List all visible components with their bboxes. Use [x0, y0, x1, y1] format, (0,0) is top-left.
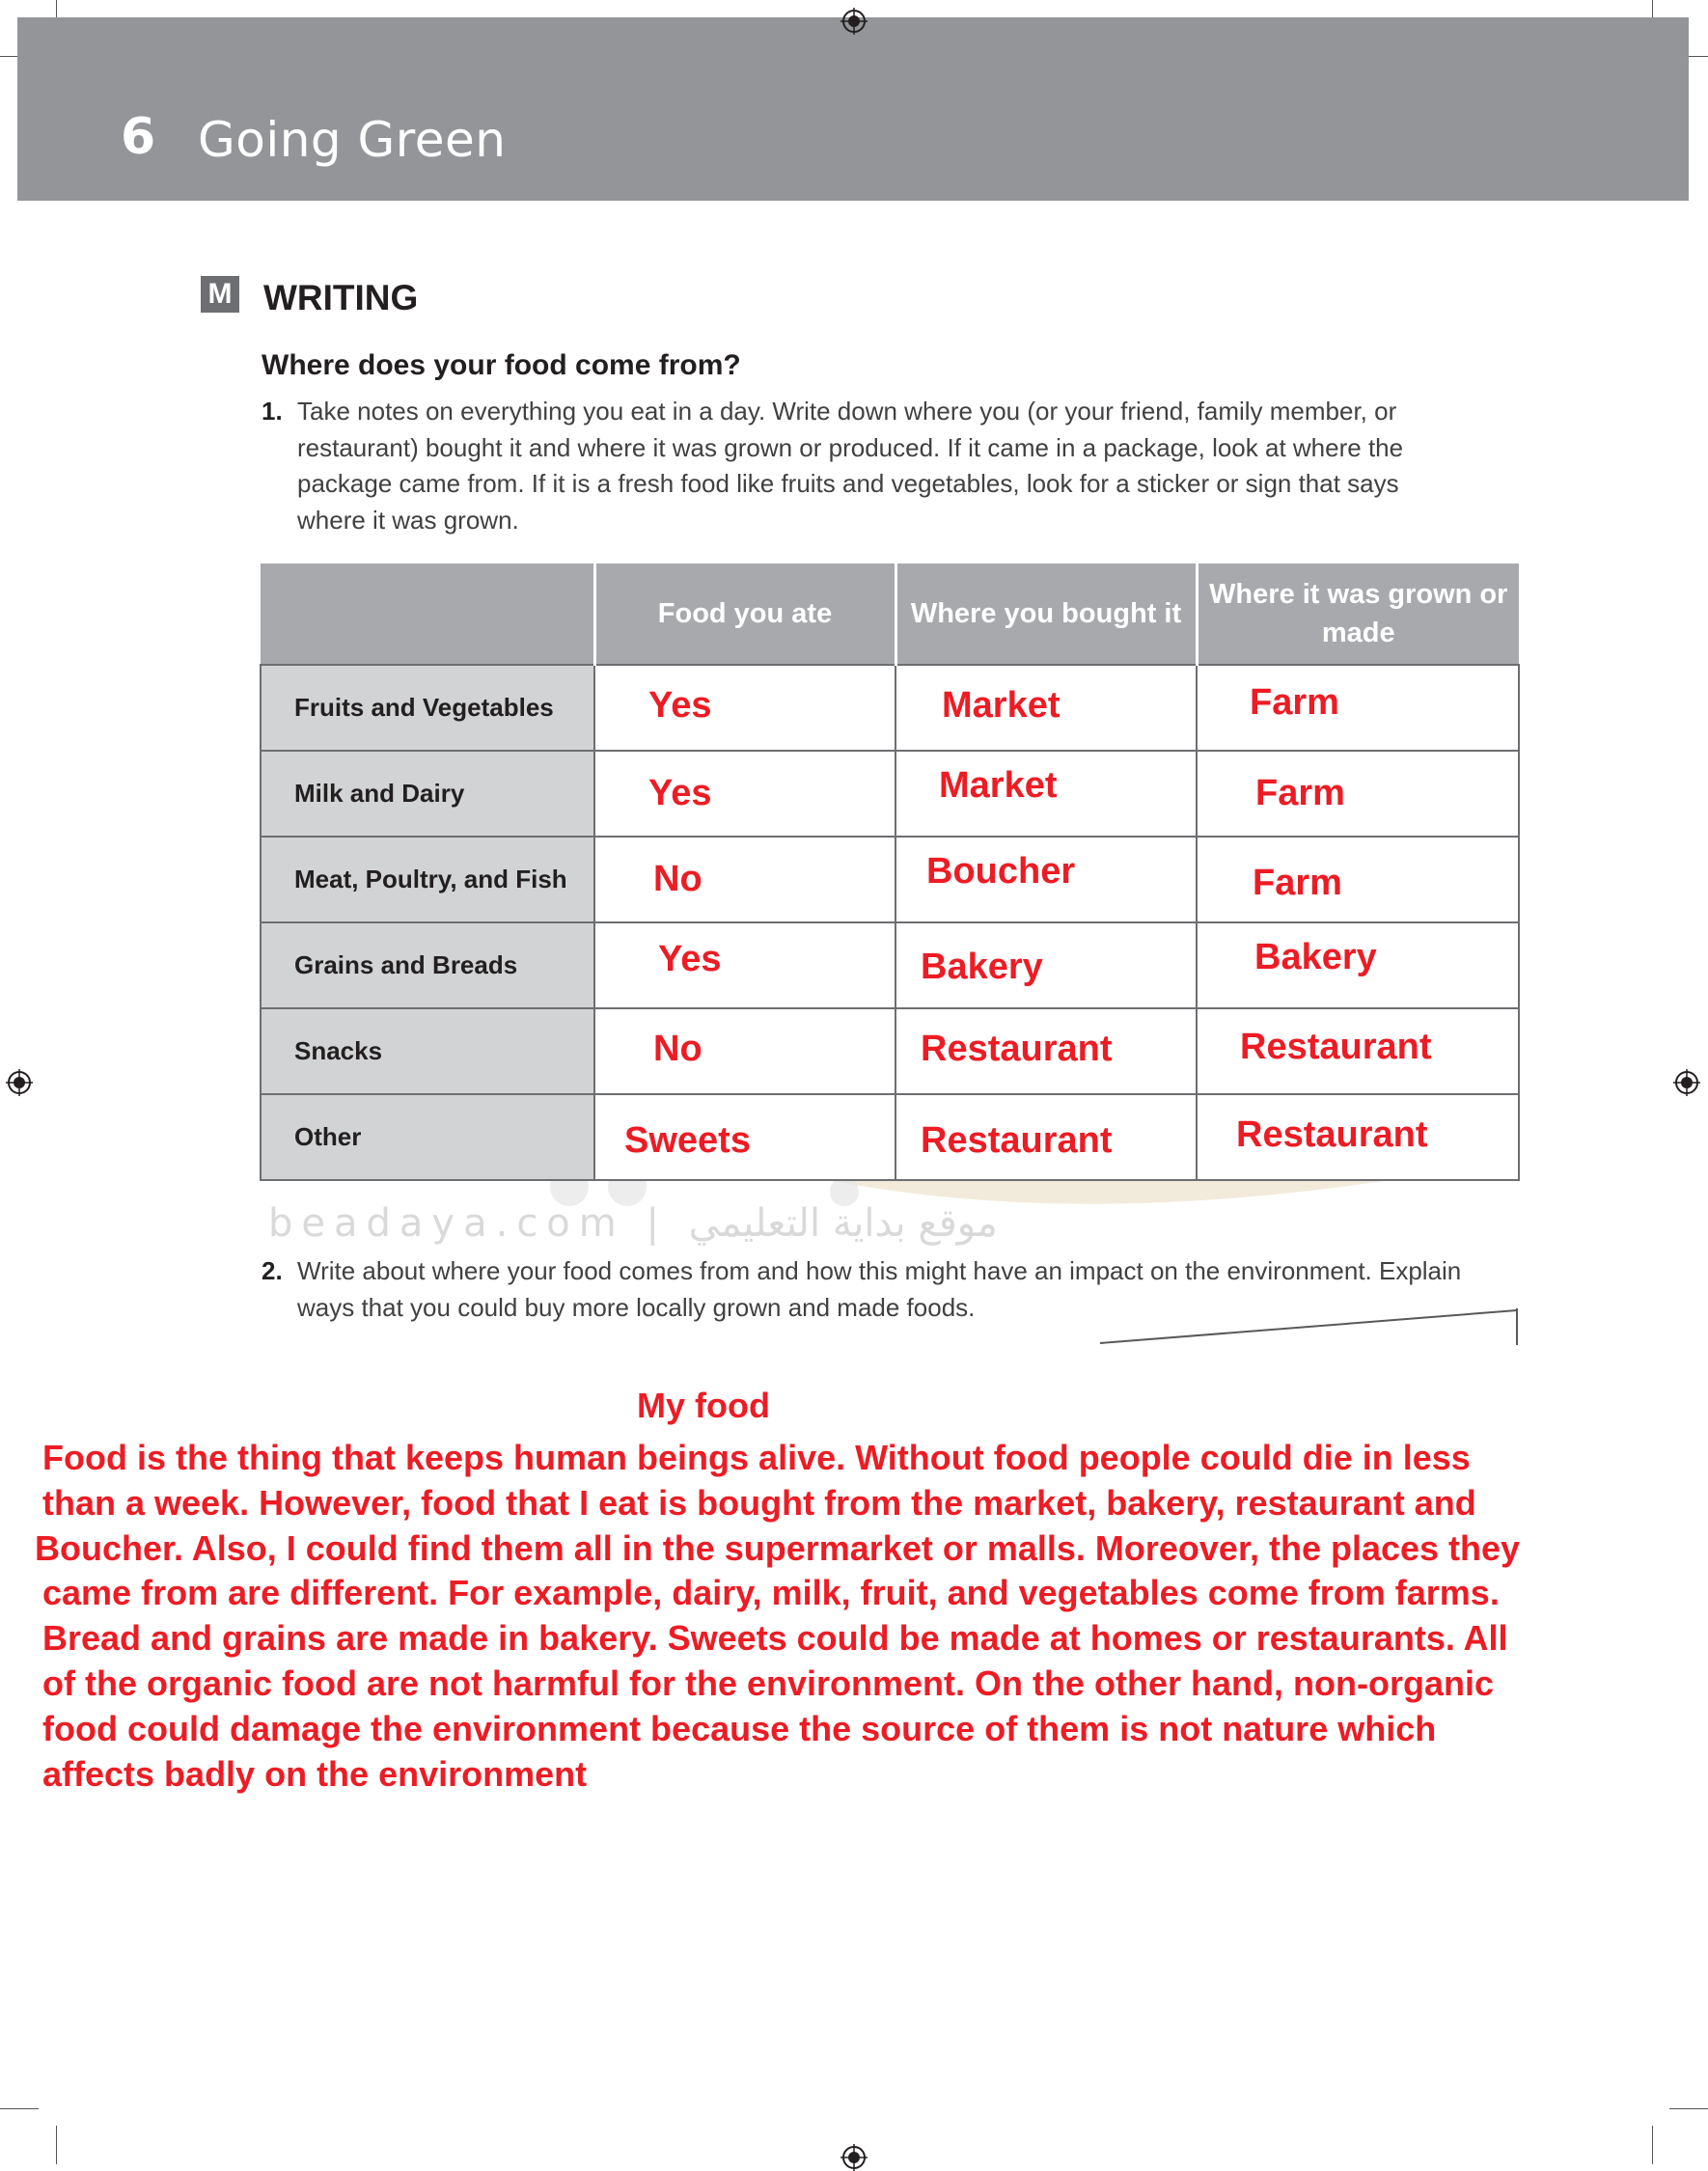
answer-text: No: [653, 1029, 702, 1069]
crop-mark: [56, 2126, 57, 2164]
answer-text: Restaurant: [1240, 1027, 1432, 1067]
unit-title: Going Green: [198, 112, 507, 168]
section-title: WRITING: [263, 278, 419, 317]
column-header-grown: Where it was grown or made: [1197, 563, 1519, 665]
answer-text: Restaurant: [921, 1029, 1113, 1069]
food-cell[interactable]: [594, 1008, 895, 1094]
row-category: Other: [261, 1094, 594, 1180]
essay-line: Boucher. Also, I could find them all in the supermarket or malls. Moreover, the places they: [35, 1527, 1521, 1568]
registration-mark-icon: [840, 2144, 868, 2171]
instruction-number: 2.: [262, 1256, 283, 1285]
essay-line: Food is the thing that keeps human beings alive. Without food people could die in less: [42, 1438, 1471, 1477]
answer-text: Yes: [648, 773, 712, 813]
question-heading: Where does your food come from?: [262, 349, 741, 381]
essay-line: affects badly on the environment: [42, 1753, 588, 1794]
essay-line: food could damage the environment because the source of them is not nature which: [42, 1708, 1437, 1748]
paper-edge: [1100, 1305, 1525, 1347]
food-cell[interactable]: [594, 665, 895, 751]
answer-text: Restaurant: [921, 1120, 1113, 1161]
essay-line: than a week. However, food that I eat is bought from the market, bakery, restaurant and: [42, 1482, 1476, 1523]
table-row: [261, 837, 1519, 922]
answer-text: No: [653, 859, 702, 899]
row-category: Meat, Poultry, and Fish: [261, 837, 594, 922]
table-row: [261, 751, 1519, 837]
answer-text: Farm: [1253, 863, 1342, 903]
grown-cell[interactable]: [1197, 837, 1519, 922]
grown-cell[interactable]: [1197, 922, 1519, 1008]
answer-text: Farm: [1250, 682, 1339, 723]
table-row: [261, 1094, 1519, 1180]
row-category: Grains and Breads: [261, 922, 594, 1008]
table-row: [261, 1008, 1519, 1094]
answer-text: Farm: [1255, 773, 1345, 813]
instruction-text: Take notes on everything you eat in a day. Write down where you (or your friend, family member, or restaurant) bought it and where it was grown or produced. If it came in a package, look at where the package came from. If it is a fresh food like fruits and vegetables, look for a sticker or sign that says where it was grown.: [297, 397, 1404, 535]
answer-text: Yes: [658, 939, 722, 979]
row-category: Milk and Dairy: [261, 751, 594, 837]
answer-text: Market: [942, 685, 1061, 726]
row-category: Fruits and Vegetables: [261, 665, 594, 751]
answer-text: Yes: [648, 685, 712, 726]
answer-text: Bakery: [1254, 937, 1377, 977]
crop-mark: [1669, 2108, 1708, 2109]
bought-cell[interactable]: [895, 665, 1197, 751]
essay-title: My food: [637, 1386, 770, 1425]
bought-cell[interactable]: [895, 751, 1197, 837]
essay-line: came from are different. For example, dairy, milk, fruit, and vegetables come from farms.: [42, 1573, 1500, 1613]
food-cell[interactable]: [594, 1094, 895, 1180]
column-header: [261, 563, 594, 665]
unit-header-band: [17, 17, 1689, 201]
registration-mark-icon: [6, 1069, 33, 1096]
answer-text: Restaurant: [1236, 1114, 1428, 1155]
table-row: [261, 922, 1519, 1008]
bought-cell[interactable]: [895, 837, 1197, 922]
answer-text: Boucher: [926, 851, 1076, 892]
bought-cell[interactable]: [895, 1094, 1197, 1180]
section-badge: M: [201, 276, 239, 313]
answer-text: Sweets: [624, 1120, 751, 1161]
registration-mark-icon: [1673, 1069, 1700, 1096]
essay-body[interactable]: [35, 1436, 1683, 1797]
essay-line: Bread and grains are made in bakery. Sweets could be made at homes or restaurants. All: [42, 1618, 1508, 1659]
crop-mark: [1652, 2126, 1653, 2164]
grown-cell[interactable]: [1197, 751, 1519, 837]
crop-mark: [0, 2108, 39, 2109]
column-header-food: Food you ate: [594, 563, 895, 665]
bought-cell[interactable]: [895, 1008, 1197, 1094]
row-category: Snacks: [261, 1008, 594, 1094]
table-row: [261, 665, 1519, 751]
answer-text: Market: [939, 765, 1058, 806]
grown-cell[interactable]: [1197, 1008, 1519, 1094]
bought-cell[interactable]: [895, 922, 1197, 1008]
answer-text: Bakery: [921, 947, 1043, 987]
column-header-bought: Where you bought it: [895, 563, 1197, 665]
food-cell[interactable]: [594, 837, 895, 922]
instruction-text: Write about where your food comes from and how this might have an impact on the environment. Explain ways that you could buy more locally grown and made foods.: [297, 1256, 1462, 1322]
instruction-number: 1.: [262, 397, 283, 426]
grown-cell[interactable]: [1197, 1094, 1519, 1180]
food-cell[interactable]: [594, 922, 895, 1008]
watermark-url: beadaya.com | موقع بداية التعليمي: [268, 1201, 998, 1246]
food-cell[interactable]: [594, 751, 895, 837]
registration-mark-icon: [840, 8, 868, 35]
unit-number: 6: [121, 108, 156, 166]
essay-line: of the organic food are not harmful for the environment. On the other hand, non-organic: [42, 1663, 1495, 1703]
grown-cell[interactable]: [1197, 665, 1519, 751]
food-notes-table: [260, 563, 1520, 1181]
table-header-row: [261, 563, 1519, 665]
